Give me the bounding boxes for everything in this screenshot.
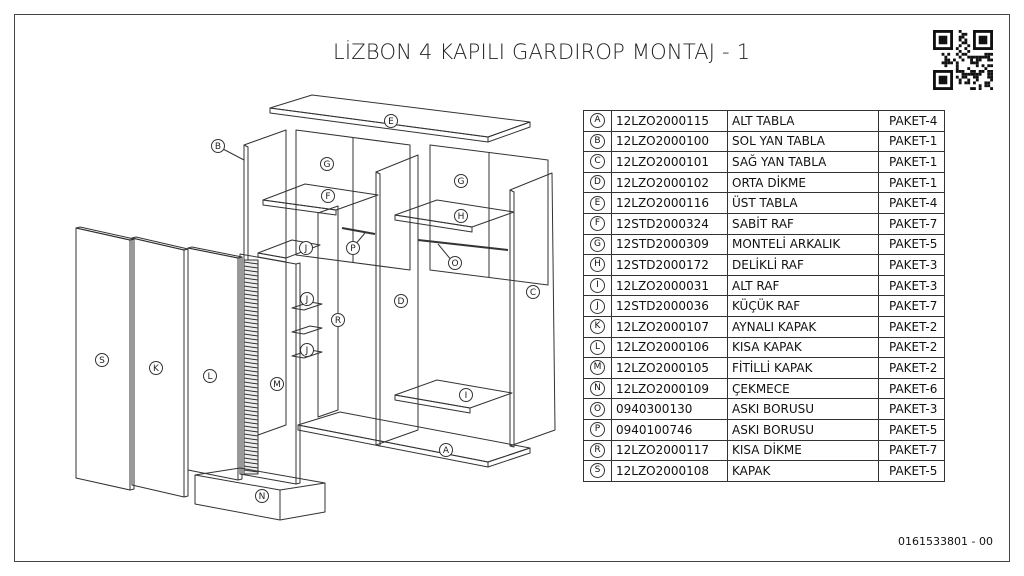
part-package: PAKET-5 bbox=[879, 234, 945, 255]
part-package: PAKET-1 bbox=[879, 152, 945, 173]
table-row bbox=[584, 234, 945, 255]
callout-m bbox=[271, 378, 284, 391]
table-row bbox=[584, 337, 945, 358]
svg-text:F: F bbox=[325, 192, 331, 202]
part-short-post bbox=[318, 206, 338, 417]
callout-i bbox=[460, 389, 473, 402]
part-letter bbox=[584, 419, 612, 440]
table-row bbox=[584, 193, 945, 214]
part-letter-circle: M bbox=[590, 360, 605, 375]
part-letter bbox=[584, 296, 612, 317]
part-letter-circle: D bbox=[590, 175, 605, 190]
part-name: KÜÇÜK RAF bbox=[728, 296, 879, 317]
part-package: PAKET-2 bbox=[879, 316, 945, 337]
part-letter bbox=[584, 358, 612, 379]
part-letter bbox=[584, 152, 612, 173]
part-package: PAKET-7 bbox=[879, 213, 945, 234]
part-package: PAKET-3 bbox=[879, 399, 945, 420]
part-name: ORTA DİKME bbox=[728, 172, 879, 193]
part-letter bbox=[584, 213, 612, 234]
callout-j bbox=[300, 242, 313, 255]
part-letter-circle: J bbox=[590, 299, 605, 314]
table-row bbox=[584, 111, 945, 132]
part-name: ASKI BORUSU bbox=[728, 419, 879, 440]
part-letter-circle: L bbox=[590, 340, 605, 355]
svg-text:R: R bbox=[334, 316, 342, 326]
part-package: PAKET-1 bbox=[879, 172, 945, 193]
part-name: AYNALI KAPAK bbox=[728, 316, 879, 337]
table-row bbox=[584, 275, 945, 296]
part-code: 12LZO2000031 bbox=[612, 275, 728, 296]
part-letter-circle: R bbox=[590, 443, 605, 458]
svg-text:K: K bbox=[153, 364, 159, 374]
svg-text:I: I bbox=[464, 391, 468, 401]
svg-text:E: E bbox=[388, 117, 394, 127]
table-row bbox=[584, 440, 945, 461]
part-hanging-rod-p bbox=[342, 228, 375, 234]
callout-o bbox=[449, 257, 462, 270]
callout-b bbox=[212, 140, 225, 153]
table-row bbox=[584, 316, 945, 337]
part-code: 12LZO2000101 bbox=[612, 152, 728, 173]
part-code: 12LZO2000105 bbox=[612, 358, 728, 379]
callout-c bbox=[527, 286, 540, 299]
part-name: KISA DİKME bbox=[728, 440, 879, 461]
callout-r bbox=[332, 314, 345, 327]
callout-a bbox=[440, 444, 453, 457]
part-letter-circle: A bbox=[590, 113, 605, 128]
part-name: SOL YAN TABLA bbox=[728, 131, 879, 152]
part-short-door bbox=[188, 248, 238, 480]
part-code: 12STD2000172 bbox=[612, 255, 728, 276]
part-package: PAKET-7 bbox=[879, 440, 945, 461]
part-code: 0940100746 bbox=[612, 419, 728, 440]
table-row bbox=[584, 152, 945, 173]
part-name: SAĞ YAN TABLA bbox=[728, 152, 879, 173]
part-name: ALT TABLA bbox=[728, 111, 879, 132]
part-package: PAKET-5 bbox=[879, 419, 945, 440]
qr-code bbox=[933, 30, 993, 90]
part-code: 12LZO2000106 bbox=[612, 337, 728, 358]
part-package: PAKET-2 bbox=[879, 337, 945, 358]
part-code: 12LZO2000102 bbox=[612, 172, 728, 193]
part-package: PAKET-4 bbox=[879, 111, 945, 132]
svg-text:M: M bbox=[273, 380, 281, 390]
part-letter bbox=[584, 172, 612, 193]
page-title: LİZBON 4 KAPILI GARDIROP MONTAJ - 1 bbox=[333, 40, 751, 64]
svg-text:P: P bbox=[350, 244, 356, 254]
callout-l bbox=[204, 370, 217, 383]
callout-j bbox=[301, 293, 314, 306]
part-name: DELİKLİ RAF bbox=[728, 255, 879, 276]
svg-text:L: L bbox=[207, 372, 213, 382]
part-letter-circle: G bbox=[590, 237, 605, 252]
svg-text:H: H bbox=[457, 212, 465, 222]
part-code: 12LZO2000109 bbox=[612, 378, 728, 399]
svg-text:J: J bbox=[305, 295, 309, 305]
part-letter-circle: F bbox=[590, 216, 605, 231]
part-letter bbox=[584, 111, 612, 132]
part-letter bbox=[584, 275, 612, 296]
part-package: PAKET-4 bbox=[879, 193, 945, 214]
part-letter bbox=[584, 378, 612, 399]
part-name: SABİT RAF bbox=[728, 213, 879, 234]
part-code: 12LZO2000100 bbox=[612, 131, 728, 152]
part-name: ÜST TABLA bbox=[728, 193, 879, 214]
callout-g bbox=[455, 175, 468, 188]
part-letter bbox=[584, 255, 612, 276]
part-name: KISA KAPAK bbox=[728, 337, 879, 358]
table-row bbox=[584, 358, 945, 379]
part-name: ALT RAF bbox=[728, 275, 879, 296]
part-hanging-rod-o bbox=[418, 240, 508, 250]
part-name: KAPAK bbox=[728, 461, 879, 482]
part-code: 12STD2000036 bbox=[612, 296, 728, 317]
table-row bbox=[584, 419, 945, 440]
svg-text:J: J bbox=[305, 346, 309, 356]
svg-text:O: O bbox=[451, 259, 459, 269]
part-code: 12LZO2000117 bbox=[612, 440, 728, 461]
part-code: 12STD2000324 bbox=[612, 213, 728, 234]
part-letter bbox=[584, 461, 612, 482]
part-letter bbox=[584, 316, 612, 337]
part-letter-circle: E bbox=[590, 196, 605, 211]
callout-g bbox=[321, 158, 334, 171]
part-letter bbox=[584, 193, 612, 214]
part-package: PAKET-3 bbox=[879, 275, 945, 296]
part-bottom-shelf bbox=[395, 380, 512, 408]
callout-j bbox=[301, 344, 314, 357]
part-package: PAKET-5 bbox=[879, 461, 945, 482]
part-name: MONTELİ ARKALIK bbox=[728, 234, 879, 255]
part-letter-circle: O bbox=[590, 402, 605, 417]
part-code: 12LZO2000108 bbox=[612, 461, 728, 482]
document-number: 0161533801 - 00 bbox=[898, 535, 993, 548]
svg-text:J: J bbox=[304, 244, 308, 254]
callout-f bbox=[322, 190, 335, 203]
callout-h bbox=[455, 210, 468, 223]
svg-text:N: N bbox=[258, 492, 266, 502]
part-package: PAKET-3 bbox=[879, 255, 945, 276]
svg-text:S: S bbox=[99, 356, 105, 366]
callout-k bbox=[150, 362, 163, 375]
part-code: 12STD2000309 bbox=[612, 234, 728, 255]
part-name: ÇEKMECE bbox=[728, 378, 879, 399]
table-row bbox=[584, 255, 945, 276]
table-row bbox=[584, 461, 945, 482]
part-name: FİTİLLİ KAPAK bbox=[728, 358, 879, 379]
table-row bbox=[584, 172, 945, 193]
part-code: 12LZO2000116 bbox=[612, 193, 728, 214]
svg-text:D: D bbox=[397, 297, 405, 307]
callout-p bbox=[347, 242, 360, 255]
svg-text:A: A bbox=[442, 446, 450, 456]
part-letter bbox=[584, 131, 612, 152]
part-letter-circle: B bbox=[590, 134, 605, 149]
part-package: PAKET-7 bbox=[879, 296, 945, 317]
part-letter bbox=[584, 234, 612, 255]
part-fixed-shelf bbox=[263, 184, 378, 210]
callout-n bbox=[256, 490, 269, 503]
part-letter bbox=[584, 440, 612, 461]
part-letter-circle: S bbox=[590, 463, 605, 478]
part-code: 0940300130 bbox=[612, 399, 728, 420]
part-package: PAKET-2 bbox=[879, 358, 945, 379]
table-row bbox=[584, 399, 945, 420]
part-code: 12LZO2000107 bbox=[612, 316, 728, 337]
part-letter bbox=[584, 399, 612, 420]
part-name: ASKI BORUSU bbox=[728, 399, 879, 420]
part-letter-circle: C bbox=[590, 154, 605, 169]
part-package: PAKET-6 bbox=[879, 378, 945, 399]
part-letter-circle: N bbox=[590, 381, 605, 396]
svg-text:C: C bbox=[529, 288, 537, 298]
part-code: 12LZO2000115 bbox=[612, 111, 728, 132]
callout-d bbox=[395, 295, 408, 308]
svg-text:G: G bbox=[323, 160, 331, 170]
parts-table bbox=[583, 110, 945, 482]
part-letter bbox=[584, 337, 612, 358]
part-letter-circle: I bbox=[590, 278, 605, 293]
table-row bbox=[584, 378, 945, 399]
svg-text:G: G bbox=[457, 177, 465, 187]
part-letter-circle: K bbox=[590, 319, 605, 334]
table-row bbox=[584, 296, 945, 317]
callout-s bbox=[96, 354, 109, 367]
table-row bbox=[584, 213, 945, 234]
part-letter-circle: H bbox=[590, 257, 605, 272]
table-row bbox=[584, 131, 945, 152]
part-letter-circle: P bbox=[590, 422, 605, 437]
part-package: PAKET-1 bbox=[879, 131, 945, 152]
svg-text:B: B bbox=[214, 142, 222, 152]
callout-e bbox=[385, 115, 398, 128]
